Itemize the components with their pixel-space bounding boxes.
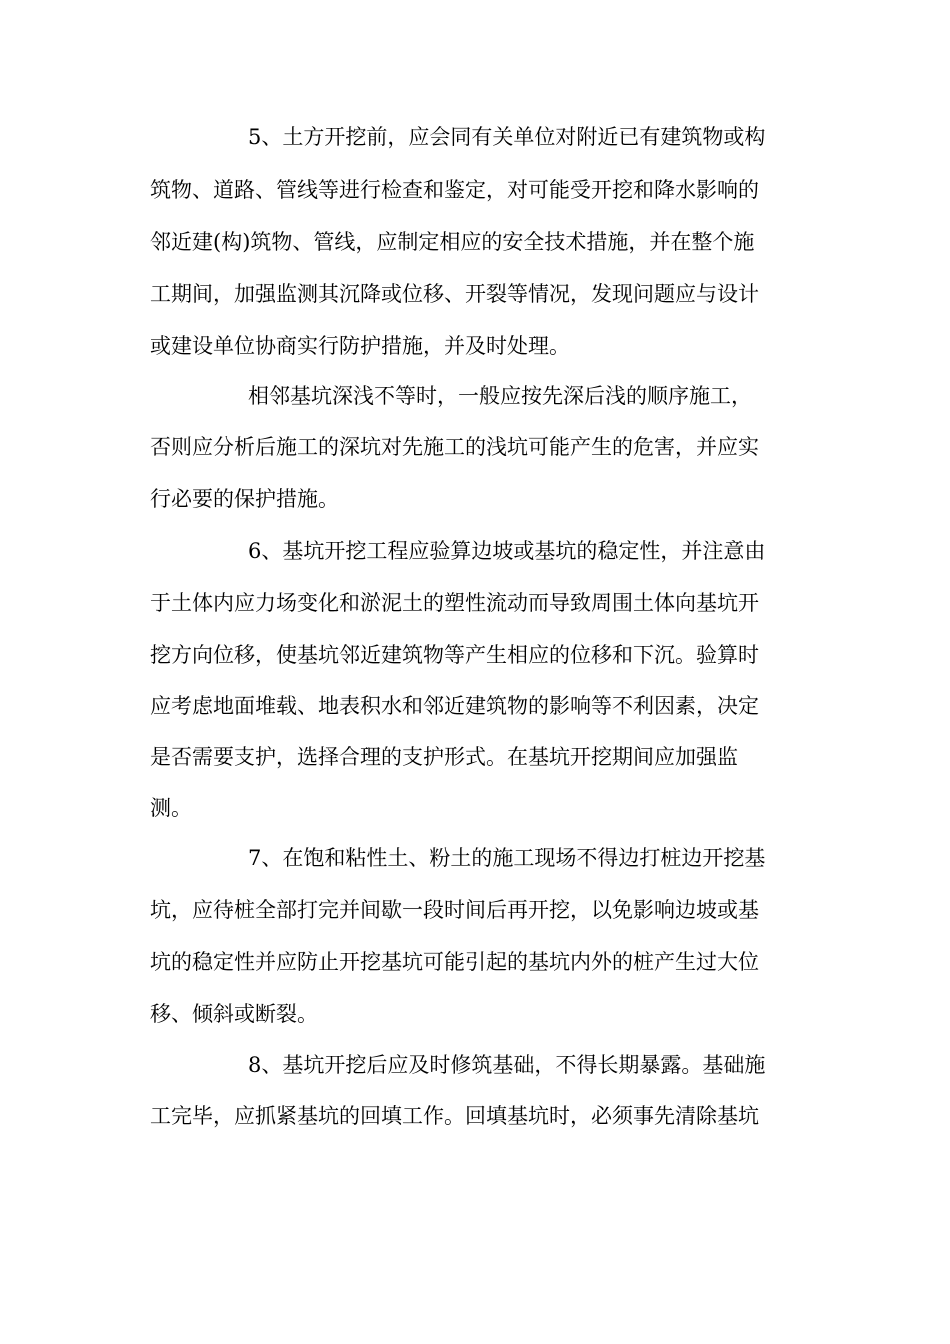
paragraph-6-line-3: 挖方向位移，使基坑邻近建筑物等产生相应的位移和下沉。验算时 xyxy=(150,643,759,667)
paragraph-8-line-2: 工完毕，应抓紧基坑的回填工作。回填基坑时，必须事先清除基坑 xyxy=(150,1104,759,1128)
paragraph-note-line-3: 行必要的保护措施。 xyxy=(150,487,339,511)
paragraph-6-line-1: 6、基坑开挖工程应验算边坡或基坑的稳定性，并注意由 xyxy=(248,539,766,563)
paragraph-5-line-5: 或建设单位协商实行防护措施，并及时处理。 xyxy=(150,334,570,358)
paragraph-6-line-6: 测。 xyxy=(150,796,192,820)
paragraph-6-line-2: 于土体内应力场变化和淤泥土的塑性流动而导致周围土体向基坑开 xyxy=(150,591,759,615)
paragraph-note-line-2: 否则应分析后施工的深坑对先施工的浅坑可能产生的危害，并应实 xyxy=(150,435,759,459)
paragraph-8-line-1: 8、基坑开挖后应及时修筑基础，不得长期暴露。基础施 xyxy=(248,1053,766,1077)
paragraph-6-line-5: 是否需要支护，选择合理的支护形式。在基坑开挖期间应加强监 xyxy=(150,745,738,769)
paragraph-5-line-2: 筑物、道路、管线等进行检查和鉴定，对可能受开挖和降水影响的 xyxy=(150,178,759,202)
paragraph-5-line-3: 邻近建(构)筑物、管线，应制定相应的安全技术措施，并在整个施 xyxy=(150,230,755,254)
paragraph-7-line-3: 坑的稳定性并应防止开挖基坑可能引起的基坑内外的桩产生过大位 xyxy=(150,950,759,974)
paragraph-7-line-1: 7、在饱和粘性土、粉土的施工现场不得边打桩边开挖基 xyxy=(248,846,766,870)
paragraph-6-line-4: 应考虑地面堆载、地表积水和邻近建筑物的影响等不利因素，决定 xyxy=(150,694,759,718)
paragraph-5-line-4: 工期间，加强监测其沉降或位移、开裂等情况，发现问题应与设计 xyxy=(150,282,759,306)
paragraph-note-line-1: 相邻基坑深浅不等时，一般应按先深后浅的顺序施工， xyxy=(248,384,752,408)
paragraph-7-line-2: 坑，应待桩全部打完并间歇一段时间后再开挖，以免影响边坡或基 xyxy=(150,898,759,922)
paragraph-5-line-1: 5、土方开挖前，应会同有关单位对附近已有建筑物或构 xyxy=(248,125,766,149)
paragraph-7-line-4: 移、倾斜或断裂。 xyxy=(150,1002,318,1026)
